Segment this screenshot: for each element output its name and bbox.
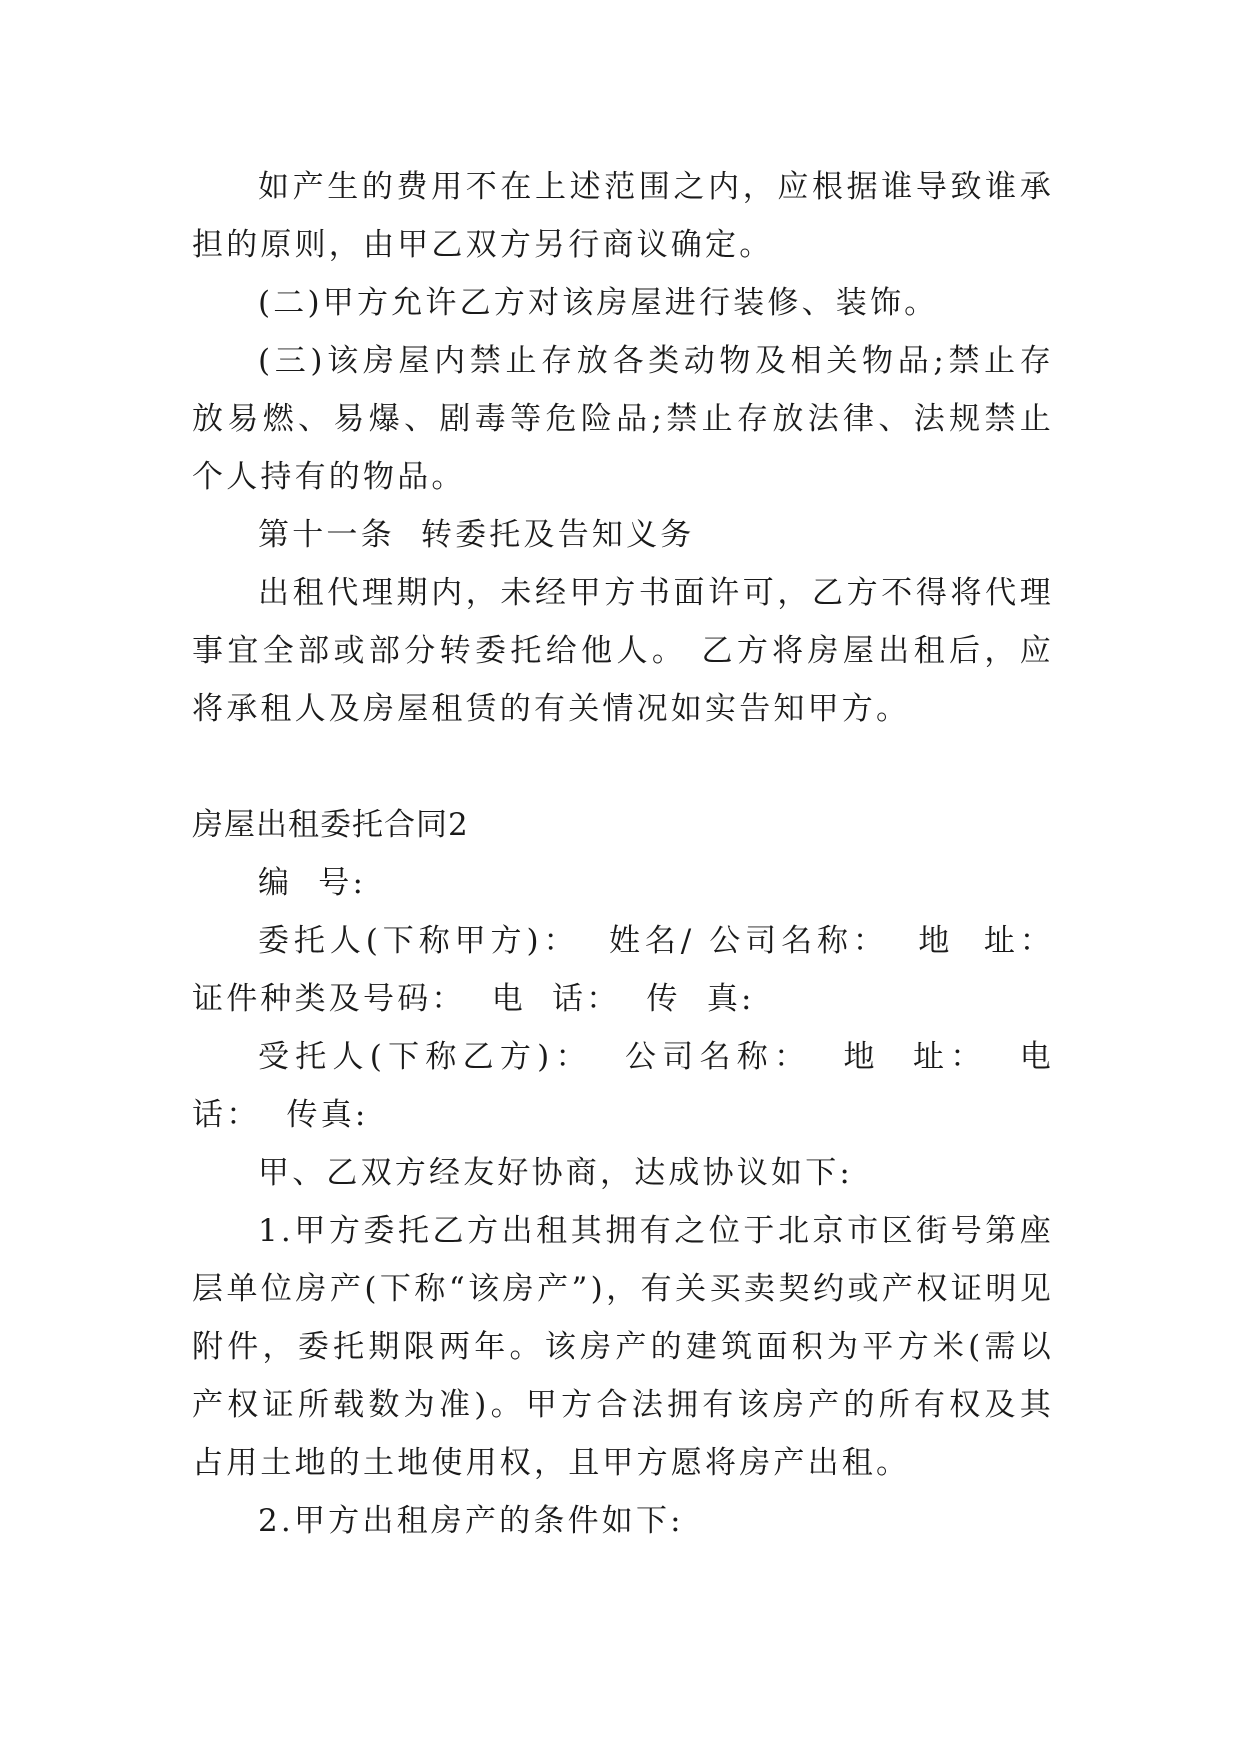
section-title: 房屋出租委托合同2: [192, 807, 469, 843]
paragraph-item-1: 1.甲方委托乙方出租其拥有之位于北京市区街号第座层单位房产(下称“该房产”)，有关买卖契约或产权证明见附件，委托期限两年。该房产的建筑面积为平方米(需以产权证所载数为准)。甲方合法拥有该房产的所有权及其占用土地的土地使用权，且甲方愿将房产出租。: [192, 1213, 1054, 1481]
paragraph-subcontract: 出租代理期内，未经甲方书面许可，乙方不得将代理事宜全部或部分转委托给他人。 乙方将房屋出租后，应将承租人及房屋租赁的有关情况如实告知甲方。: [192, 575, 1054, 727]
section-gap: [192, 738, 1054, 796]
article-11-heading: 第十一条 转委托及告知义务: [258, 517, 695, 553]
paragraph-clause-3: (三)该房屋内禁止存放各类动物及相关物品;禁止存放易燃、易爆、剧毒等危险品;禁止存放法律、法规禁止个人持有的物品。: [192, 343, 1054, 495]
paragraph-item-2: 2.甲方出租房产的条件如下:: [258, 1503, 684, 1539]
paragraph-agreement: 甲、乙双方经友好协商，达成协议如下:: [258, 1155, 854, 1191]
paragraph-agent: 受托人(下称乙方)： 公司名称： 地 址： 电 话： 传真:: [192, 1039, 1081, 1133]
paragraph-principal: 委托人(下称甲方)： 姓名/ 公司名称： 地 址： 证件种类及号码： 电 话： 传 真:: [192, 923, 1081, 1017]
paragraph-number: 编 号:: [258, 865, 367, 901]
paragraph-cost-principle: 如产生的费用不在上述范围之内，应根据谁导致谁承担的原则，由甲乙双方另行商议确定。: [192, 169, 1054, 263]
document-page: [192, 158, 1081, 1550]
paragraph-clause-2: (二)甲方允许乙方对该房屋进行装修、装饰。: [258, 285, 939, 321]
